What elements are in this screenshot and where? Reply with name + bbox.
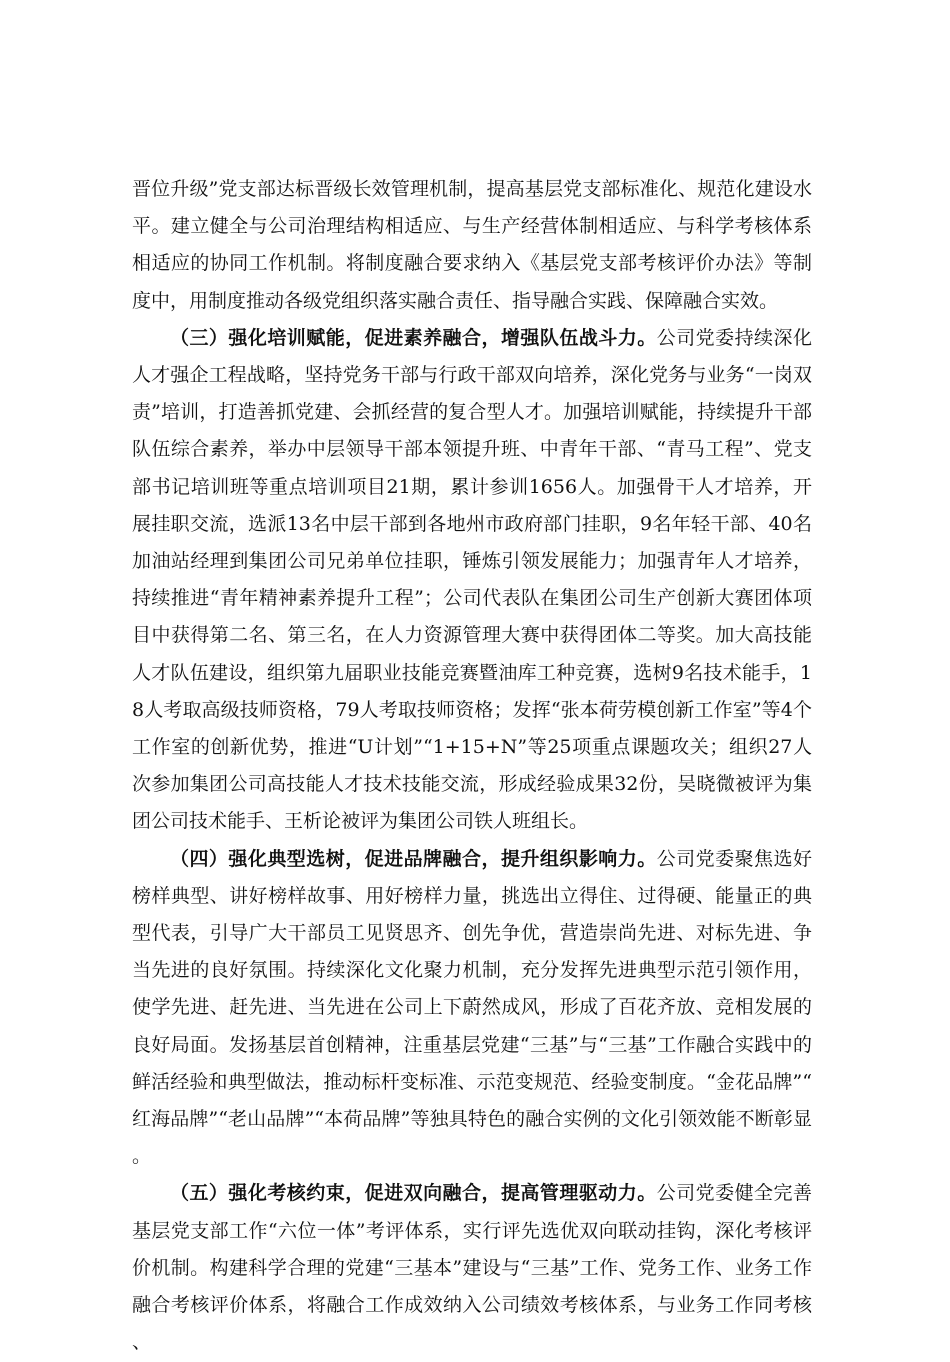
section-heading-5: （五）强化考核约束，促进双向融合，提高管理驱动力。 (170, 1182, 657, 1205)
paragraph-text: 公司党委聚焦选好榜样典型、讲好榜样故事、用好榜样力量，挑选出立得住、过得硬、能量正的典型代表，引导广大干部员工见贤思齐、创先争优，营造崇尚先进、对标先进、争当先进的良好氛围。持续深化文化聚力机制，充分发挥先进典型示范引领作用，使学先进、赶先进、当先进在公司上下蔚然成风，形成了百花齐放、竞相发展的良好局面。发扬基层首创精神，注重基层党建“三基”与“三基”工作融合实践中的鲜活经验和典型做法，推动标杆变标准、示范变规范、经验变制度。“金花品牌”“红海品牌”“老山品牌”“本荷品牌”等独具特色的融合实例的文化引领效能不断彰显。 (132, 847, 812, 1168)
section-heading-3: （三）强化培训赋能，促进素养融合，增强队伍战斗力。 (170, 326, 657, 349)
paragraph-text: 公司党委持续深化人才强企工程战略，坚持党务干部与行政干部双向培养，深化党务与业务“一岗双责”培训，打造善抓党建、会抓经营的复合型人才。加强培训赋能，持续提升干部队伍综合素养，举办中层领导干部本领提升班、中青年干部、“青马工程”、党支部书记培训班等重点培训项目21期，累计参训1656人。加强骨干人才培养，开展挂职交流，选派13名中层干部到各地州市政府部门挂职，9名年轻干部、40名加油站经理到集团公司兄弟单位挂职，锤炼引领发展能力；加强青年人才培养，持续推进“青年精神素养提升工程”；公司代表队在集团公司生产创新大赛团体项目中获得第二名、第三名，在人力资源管理大赛中获得团体二等奖。加大高技能人才队伍建设，组织第九届职业技能竞赛暨油库工种竞赛，选树9名技术能手，18人考取高级技师资格，79人考取技师资格；发挥“张本荷劳模创新工作室”等4个工作室的创新优势，推进“U计划”“1+15+N”等25项重点课题攻关；组织27人次参加集团公司高技能人才技术技能交流，形成经验成果32份，吴晓微被评为集团公司技术能手、王析论被评为集团公司铁人班组长。 (132, 326, 812, 833)
page-body (132, 171, 812, 1362)
paragraph-text: 晋位升级”党支部达标晋级长效管理机制，提高基层党支部标准化、规范化建设水平。建立健全与公司治理结构相适应、与生产经营体制相适应、与科学考核体系相适应的协同工作机制。将制度融合要求纳入《基层党支部考核评价办法》等制度中，用制度推动各级党组织落实融合责任、指导融合实践、保障融合实效。 (132, 178, 812, 312)
paragraph-text: 公司党委健全完善基层党支部工作“六位一体”考评体系，实行评先选优双向联动挂钩，深化考核评价机制。构建科学合理的党建“三基本”建设与“三基”工作、党务工作、业务工作融合考核评价体系，将融合工作成效纳入公司绩效考核体系，与业务工作同考核、 (132, 1182, 812, 1354)
section-heading-4: （四）强化典型选树，促进品牌融合，提升组织影响力。 (170, 847, 657, 870)
paragraph-section-5 (132, 1175, 812, 1361)
paragraph-section-3 (132, 320, 812, 841)
paragraph-continuation (132, 171, 812, 320)
paragraph-section-4 (132, 841, 812, 1176)
